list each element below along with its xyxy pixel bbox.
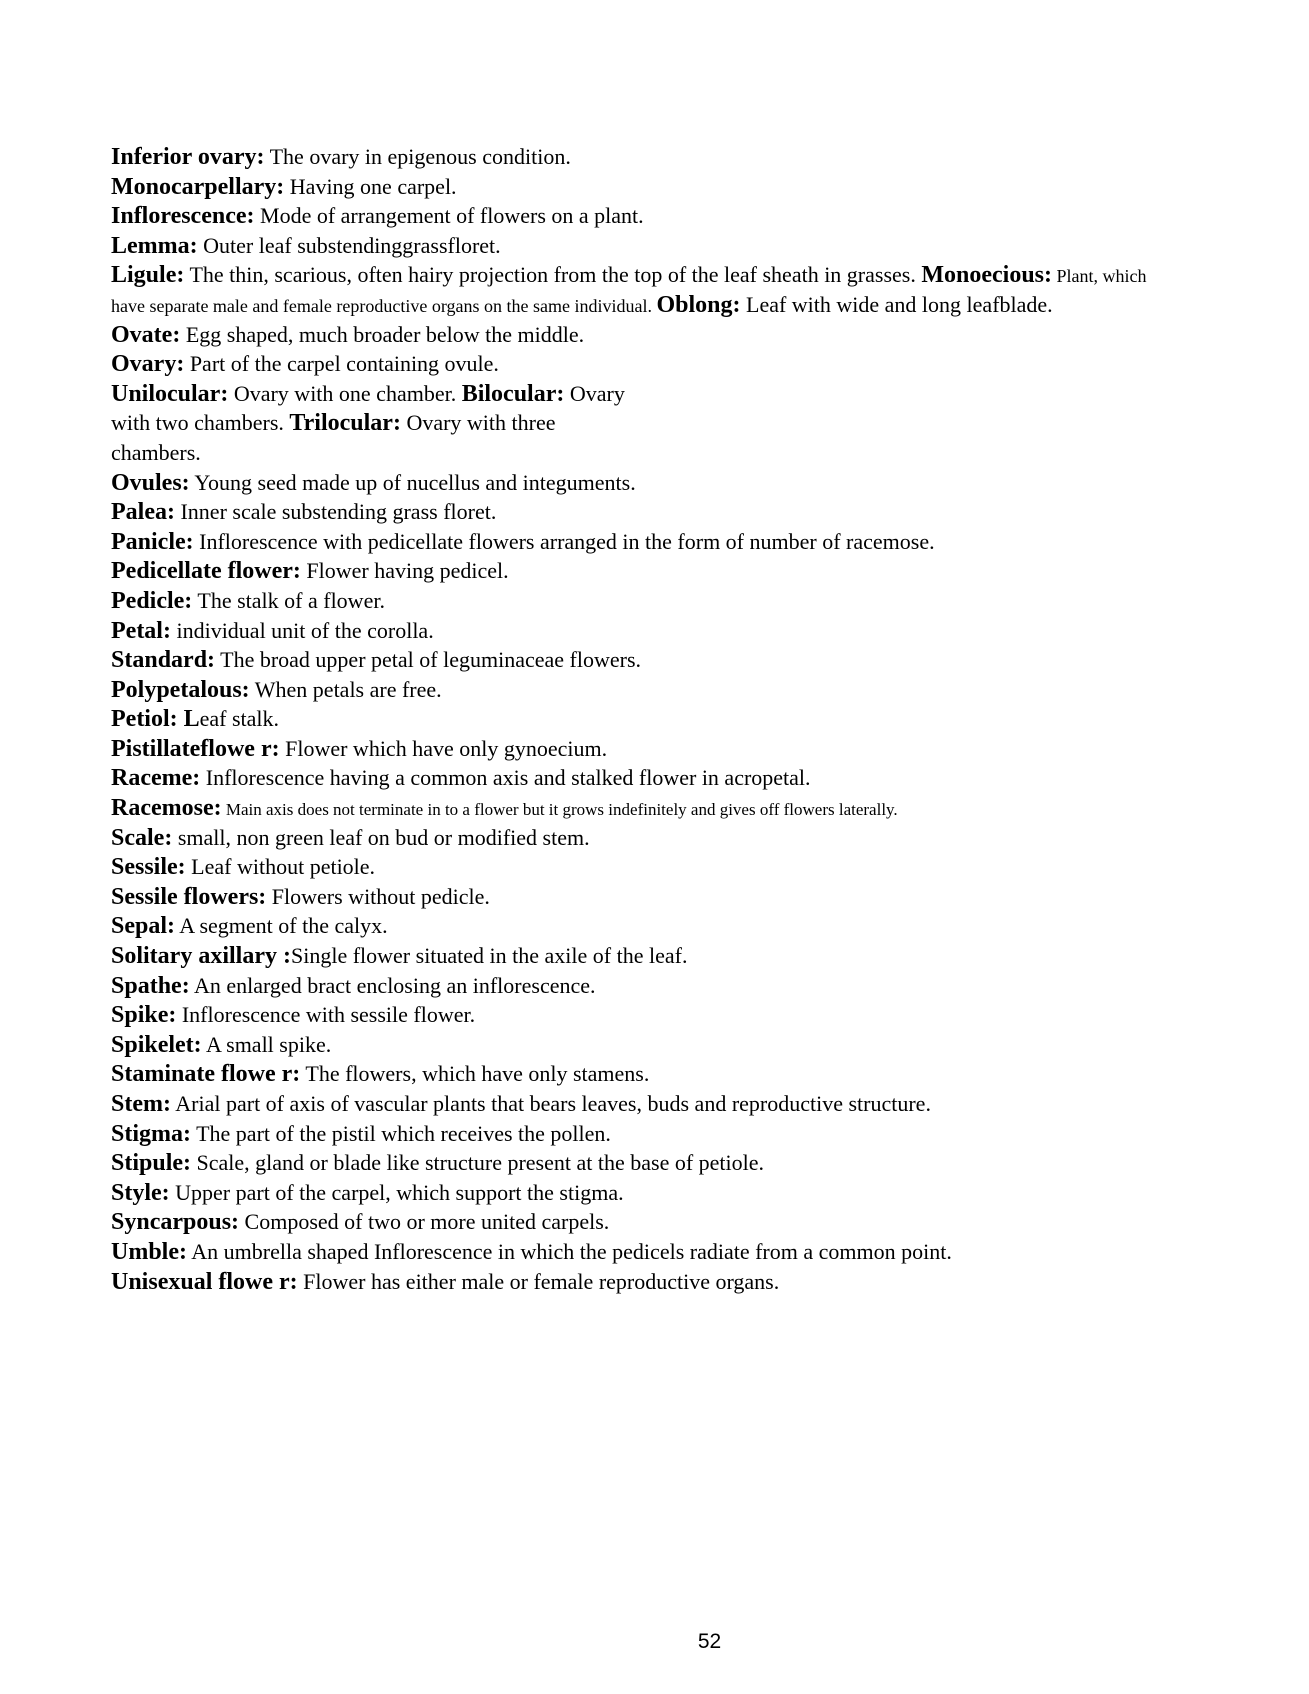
glossary-entry <box>111 971 1211 1001</box>
glossary-term: Inferior ovary: <box>111 144 265 170</box>
glossary-term: Monoecious: <box>921 262 1052 289</box>
glossary-term: Polypetalous: <box>111 676 250 703</box>
glossary-term: Raceme: <box>111 765 201 792</box>
glossary-term: Ovate: <box>111 321 181 348</box>
glossary-entry <box>111 793 1211 823</box>
glossary-entry <box>111 1059 1211 1089</box>
glossary-term: Unisexual flowe r: <box>111 1268 298 1295</box>
glossary-term: Ovules: <box>111 469 190 496</box>
glossary-term: Staminate flowe r: <box>111 1061 301 1088</box>
glossary-term: Lemma: <box>111 232 198 259</box>
glossary-entry <box>111 823 1211 853</box>
glossary-term: Pedicellate flower: <box>111 558 301 585</box>
glossary-entry <box>111 556 1211 586</box>
glossary-definition: Egg shaped, much broader below the middle. <box>180 321 585 347</box>
glossary-term: Ligule: <box>111 262 185 289</box>
glossary-term: Ovary: <box>111 351 185 378</box>
glossary-term: Sepal: <box>111 913 176 940</box>
glossary-term: Racemose: <box>111 795 222 822</box>
glossary-term: Spikelet: <box>111 1031 202 1058</box>
glossary-entry <box>111 1119 1211 1149</box>
glossary-entry <box>111 734 1211 764</box>
glossary-term: Monocarpellary: <box>111 173 285 200</box>
glossary-entry <box>111 763 1211 793</box>
glossary-definition: The thin, scarious, often hairy projection from the top of the leaf sheath in grasses. <box>184 262 922 288</box>
glossary-term: Petiol: L <box>111 706 200 733</box>
glossary-entry <box>111 1148 1211 1178</box>
glossary-term: Pedicle: <box>111 587 193 614</box>
glossary-entry <box>111 911 1211 941</box>
glossary-definition: individual unit of the corolla. <box>170 617 434 643</box>
glossary-term: Sessile: <box>111 854 186 881</box>
glossary-term: Scale: <box>111 824 173 851</box>
glossary-entry <box>111 704 1211 734</box>
glossary-definition: eaf stalk. <box>199 706 280 732</box>
glossary-definition: Inner scale substending grass floret. <box>174 499 497 525</box>
glossary-definition-continued: have separate male and female reproductive organs on the same individual. <box>111 295 657 316</box>
glossary-definition: Flower has either male or female reproductive organs. <box>297 1268 780 1294</box>
glossary-term: Sessile flowers: <box>111 883 267 910</box>
glossary-entry <box>111 201 1211 231</box>
glossary-definition: small, non green leaf on bud or modified stem. <box>172 824 590 850</box>
glossary-definition: Outer leaf substendinggrassfloret. <box>197 232 501 258</box>
glossary-term: Standard: <box>111 647 216 674</box>
glossary-entry <box>111 1030 1211 1060</box>
glossary-definition: Flower which have only gynoecium. <box>279 735 608 761</box>
glossary-term: Oblong: <box>656 291 741 318</box>
glossary-entry <box>111 941 1211 971</box>
glossary-term: Petal: <box>111 617 171 644</box>
glossary-definition-continued: chambers. <box>111 439 201 465</box>
glossary-definition: Ovary with one chamber. <box>228 380 462 406</box>
glossary-definition: Ovary with three <box>400 410 556 436</box>
glossary-term: Unilocular: <box>111 380 229 407</box>
glossary-entry <box>111 586 1211 616</box>
glossary-definition: Having one carpel. <box>284 173 457 199</box>
glossary-definition: The part of the pistil which receives the pollen. <box>191 1120 611 1146</box>
glossary-definition: Upper part of the carpel, which support the stigma. <box>169 1179 624 1205</box>
glossary-term: Style: <box>111 1179 170 1206</box>
glossary-term: Spike: <box>111 1002 177 1029</box>
glossary-entry <box>111 852 1211 882</box>
glossary-term: Umble: <box>111 1238 187 1265</box>
page-number: 52 <box>697 1630 722 1653</box>
glossary-entry <box>111 1178 1211 1208</box>
glossary-definition: Inflorescence with pedicellate flowers arranged in the form of number of racemose. <box>193 528 935 554</box>
glossary-definition: Arial part of axis of vascular plants that bears leaves, buds and reproductive structure. <box>170 1091 931 1116</box>
glossary-definition: Leaf without petiole. <box>185 854 376 880</box>
glossary-definition: A small spike. <box>201 1031 332 1057</box>
glossary-definition: Plant, which <box>1052 266 1147 287</box>
glossary-entry <box>111 320 1211 350</box>
glossary-term: Spathe: <box>111 972 190 999</box>
glossary-entry <box>111 231 1211 261</box>
glossary-entry <box>111 142 1211 172</box>
glossary-term: Syncarpous: <box>111 1209 240 1236</box>
glossary-definition: Young seed made up of nucellus and integuments. <box>189 469 636 495</box>
glossary-definition: The stalk of a flower. <box>192 587 385 613</box>
glossary-definition: Main axis does not terminate in to a flower but it grows indefinitely and gives off flowers laterally. <box>221 800 898 820</box>
glossary-definition: The flowers, which have only stamens. <box>300 1061 650 1087</box>
glossary-definition: Flowers without pedicle. <box>266 883 490 909</box>
glossary-definition: Leaf with wide and long leafblade. <box>740 291 1053 317</box>
glossary-entry <box>111 349 1211 379</box>
glossary-entry <box>111 468 1211 498</box>
glossary-entry <box>111 1237 1211 1267</box>
glossary-term: Stipule: <box>111 1150 192 1177</box>
glossary-definition: Scale, gland or blade like structure present at the base of petiole. <box>191 1150 765 1176</box>
glossary-entry <box>111 290 1211 320</box>
glossary-entry <box>111 438 1211 468</box>
glossary-definition: Inflorescence having a common axis and stalked flower in acropetal. <box>200 765 811 791</box>
glossary-definition: Ovary <box>564 380 625 406</box>
glossary-definition: Inflorescence with sessile flower. <box>176 1002 476 1028</box>
glossary-definition: The broad upper petal of leguminaceae flowers. <box>215 647 642 673</box>
glossary-term: Bilocular: <box>461 380 565 407</box>
glossary-list <box>111 142 1211 1296</box>
glossary-entry <box>111 527 1211 557</box>
glossary-definition: Flower having pedicel. <box>300 558 509 584</box>
glossary-definition: Mode of arrangement of flowers on a plant. <box>254 203 644 229</box>
glossary-entry <box>111 675 1211 705</box>
glossary-definition: A segment of the calyx. <box>175 913 388 939</box>
glossary-term: Stem: <box>111 1091 171 1117</box>
glossary-definition-continued: with two chambers. <box>111 410 290 436</box>
glossary-definition: An enlarged bract enclosing an inflorescence. <box>189 972 596 998</box>
glossary-definition: Part of the carpel containing ovule. <box>184 351 499 377</box>
glossary-entry <box>111 616 1211 646</box>
glossary-definition: Single flower situated in the axile of the leaf. <box>290 943 688 969</box>
glossary-term: Solitary axillary : <box>111 943 291 970</box>
glossary-entry <box>111 1000 1211 1030</box>
glossary-term: Panicle: <box>111 528 194 555</box>
glossary-term: Stigma: <box>111 1120 191 1147</box>
glossary-entry <box>111 260 1211 290</box>
glossary-definition: When petals are free. <box>249 676 442 702</box>
glossary-entry <box>111 1267 1211 1297</box>
glossary-term: Palea: <box>111 499 175 526</box>
glossary-term: Inflorescence: <box>111 203 255 230</box>
glossary-entry <box>111 172 1211 202</box>
glossary-entry <box>111 497 1211 527</box>
glossary-definition: An umbrella shaped Inflorescence in which the pedicels radiate from a common point. <box>186 1238 952 1264</box>
glossary-entry <box>111 1207 1211 1237</box>
glossary-entry <box>111 882 1211 912</box>
glossary-definition: The ovary in epigenous condition. <box>264 144 571 169</box>
glossary-entry <box>111 645 1211 675</box>
glossary-entry <box>111 1089 1211 1119</box>
glossary-entry <box>111 379 1211 409</box>
glossary-definition: Composed of two or more united carpels. <box>239 1209 610 1235</box>
glossary-entry <box>111 408 1211 438</box>
glossary-term: Pistillateflowe r: <box>111 735 280 762</box>
glossary-term: Trilocular: <box>289 410 401 437</box>
